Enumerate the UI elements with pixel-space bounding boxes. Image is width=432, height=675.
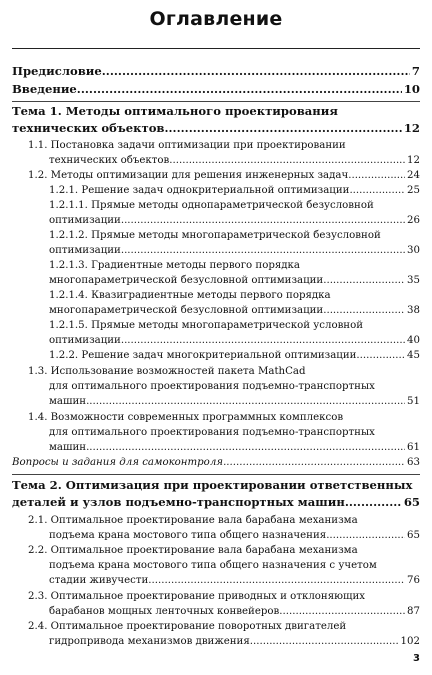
toc-page-number: 40 (407, 335, 420, 346)
toc-entry-text: технических объектов (49, 155, 170, 166)
toc-page-number: 65 (403, 495, 420, 509)
toc-entry-text: 1.2. Методы оптимизации для решения инженерных задач (28, 170, 349, 181)
leader-dots (348, 170, 405, 181)
toc-entry-1-4[interactable] (28, 412, 420, 457)
toc-entry-1-2-2[interactable] (49, 350, 420, 365)
toc-entry-2-4[interactable] (28, 621, 420, 651)
toc-entry-text: Тема 1. Методы оптимального проектирования (12, 104, 338, 118)
toc-entry-text: машин (49, 396, 87, 407)
toc-page-number: 87 (407, 606, 420, 617)
toc-entry-text: 1.2.2. Решение задач многокритериальной оптимизации (49, 350, 357, 361)
toc-entry-1-2-1-2[interactable] (49, 230, 420, 260)
toc-entry-text: для оптимального проектирования подъемно-транспортных (49, 381, 375, 392)
toc-entry-1-2-1[interactable] (49, 185, 420, 200)
toc-entry-intro[interactable] (12, 82, 420, 99)
toc-entry-text: деталей и узлов подъемно-транспортных машин (12, 495, 345, 509)
toc-entry-text: многопараметрической безусловной оптимизации (49, 305, 324, 316)
toc-page-number: 35 (407, 275, 420, 286)
toc-entry-text: 1.2.1.2. Прямые методы многопараметрической безусловной (49, 230, 381, 241)
leader-dots (121, 215, 405, 226)
leader-dots (86, 396, 405, 407)
toc-entry-text: 1.2.1. Решение задач однокритериальной оптимизации (49, 185, 350, 196)
leader-dots (121, 335, 405, 346)
toc-entry-text: 1.3. Использование возможностей пакета MathCad (28, 366, 306, 377)
toc-entry-preface[interactable] (12, 64, 420, 81)
toc-entry-text: 1.2.1.4. Квазиградиентные методы первого порядка (49, 290, 331, 301)
toc-entry-text: подъема крана мостового типа общего назначения с учетом (49, 560, 377, 571)
toc-entry-text: для оптимального проектирования подъемно-транспортных (49, 427, 375, 438)
title-rule (12, 48, 420, 49)
toc-page-number: 12 (407, 155, 420, 166)
toc-entry-text: 2.1. Оптимальное проектирование вала барабана механизма (28, 515, 358, 526)
toc-page-number: 102 (400, 636, 420, 647)
toc-entry-text: 2.4. Оптимальное проектирование поворотных двигателей (28, 621, 347, 632)
toc-entry-text: 2.3. Оптимальное проектирование приводных и отклоняющих (28, 591, 366, 602)
toc-entry-text: 1.2.1.5. Прямые методы многопараметрической условной (49, 320, 364, 331)
toc-entry-text: оптимизации (49, 335, 121, 346)
toc-page-number: 30 (407, 245, 420, 256)
leader-dots (77, 82, 402, 96)
toc-page-number: 12 (403, 121, 420, 135)
toc-entry-text: Введение (12, 82, 77, 96)
toc-entry-text: подъема крана мостового типа общего назначения (49, 530, 327, 541)
toc-entry-1-3[interactable] (28, 366, 420, 411)
leader-dots (102, 64, 410, 78)
toc-page-number: 10 (403, 82, 420, 96)
toc-entry-text: 1.2.1.1. Прямые методы однопараметрической безусловной (49, 200, 374, 211)
toc-page-number: 65 (407, 530, 420, 541)
toc-page-number: 76 (407, 575, 420, 586)
leader-dots (323, 305, 405, 316)
toc-entry-1-1[interactable] (28, 140, 420, 170)
leader-dots (223, 457, 405, 468)
toc-entry-2-1[interactable] (28, 515, 420, 545)
section-divider (12, 101, 420, 102)
toc-entry-text: 2.2. Оптимальное проектирование вала барабана механизма (28, 545, 358, 556)
toc-page-number: 51 (407, 396, 420, 407)
toc-page-number: 61 (407, 442, 420, 453)
toc-entry-1-2[interactable] (28, 170, 420, 185)
toc-entry-text: оптимизации (49, 215, 121, 226)
leader-dots (326, 530, 405, 541)
leader-dots (169, 155, 405, 166)
leader-dots (323, 275, 405, 286)
leader-dots (86, 442, 405, 453)
leader-dots (250, 636, 399, 647)
toc-entry-1-2-1-5[interactable] (49, 320, 420, 350)
toc-page-number: 63 (407, 457, 420, 468)
leader-dots (349, 185, 405, 196)
toc-page-number: 7 (411, 64, 420, 78)
toc-entry-1-2-1-3[interactable] (49, 260, 420, 290)
toc-entry-text: Вопросы и задания для самоконтроля (12, 457, 224, 468)
toc-page-number: 26 (407, 215, 420, 226)
toc-entry-text: Предисловие (12, 64, 102, 78)
toc-entry-text: 1.4. Возможности современных программных комплексов (28, 412, 344, 423)
leader-dots (121, 245, 405, 256)
toc-entry-2-2[interactable] (28, 545, 420, 590)
toc-entry-text: технических объектов (12, 121, 165, 135)
toc-entry-text: стадии живучести (49, 575, 149, 586)
toc-entry-text: машин (49, 442, 87, 453)
toc-entry-2-3[interactable] (28, 591, 420, 621)
toc-entry-text: Тема 2. Оптимизация при проектировании ответственных (12, 478, 413, 492)
toc-entry-text: гидропривода механизмов движения (49, 636, 250, 647)
toc-entry-text: многопараметрической безусловной оптимизации (49, 275, 324, 286)
toc-entry-text: 1.2.1.3. Градиентные методы первого порядка (49, 260, 300, 271)
leader-dots (345, 495, 402, 509)
leader-dots (356, 350, 405, 361)
section-divider (12, 474, 420, 475)
leader-dots (164, 121, 401, 135)
toc-entry-self-check[interactable] (12, 457, 420, 472)
page-title: Оглавление (149, 8, 283, 30)
toc-entry-text: барабанов мощных ленточных конвейеров (49, 606, 280, 617)
leader-dots (148, 575, 405, 586)
toc-entry-1-2-1-4[interactable] (49, 290, 420, 320)
toc-page-number: 45 (407, 350, 420, 361)
toc-page-number: 38 (407, 305, 420, 316)
toc-entry-1-2-1-1[interactable] (49, 200, 420, 230)
page-number: 3 (413, 653, 420, 664)
leader-dots (279, 606, 405, 617)
toc-page-number: 25 (407, 185, 420, 196)
toc-entry-topic-1[interactable] (12, 104, 420, 138)
toc-entry-topic-2[interactable] (12, 478, 420, 512)
toc-page-number: 24 (407, 170, 420, 181)
toc-entry-text: оптимизации (49, 245, 121, 256)
toc-entry-text: 1.1. Постановка задачи оптимизации при проектировании (28, 140, 346, 151)
